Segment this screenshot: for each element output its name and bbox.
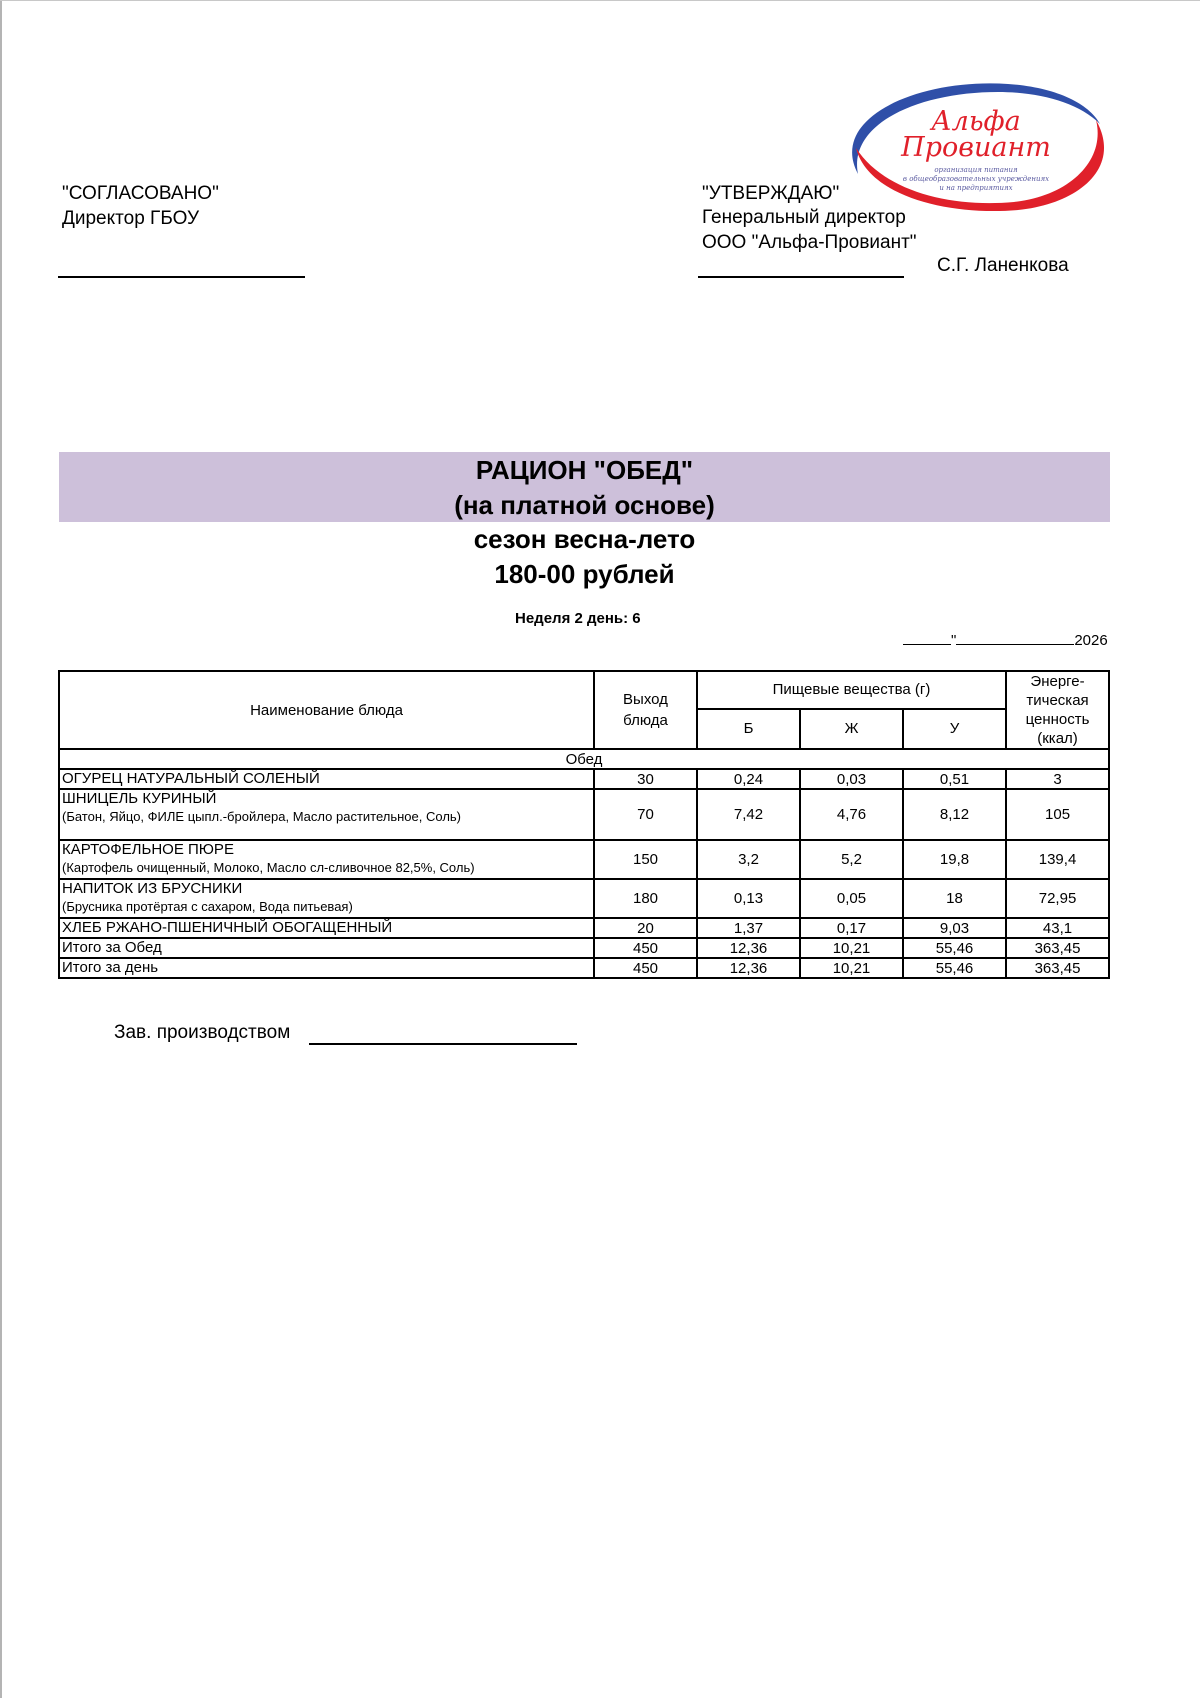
approval-right-title: "УТВЕРЖДАЮ" <box>702 183 840 204</box>
dish-title: ХЛЕБ РЖАНО-ПШЕНИЧНЫЙ ОБОГАЩЕННЫЙ <box>62 919 393 936</box>
dish-energy: 43,1 <box>1006 918 1109 938</box>
dish-name <box>59 789 594 840</box>
header-fat: Ж <box>800 709 903 749</box>
dish-title: КАРТОФЕЛЬНОЕ ПЮРЕ <box>62 841 234 858</box>
header-output-line1: Выход <box>623 691 668 708</box>
total-fat: 10,21 <box>800 958 903 978</box>
total-label: Итого за день <box>59 958 594 978</box>
section-label: Обед <box>59 749 1109 769</box>
logo-tagline-1: организация питания <box>934 166 1018 174</box>
approval-right-signatory: С.Г. Ланенкова <box>937 255 1069 276</box>
approval-right-position: Генеральный директор <box>702 207 906 228</box>
dish-protein: 0,24 <box>697 769 800 789</box>
dish-protein: 0,13 <box>697 879 800 918</box>
dish-energy: 72,95 <box>1006 879 1109 918</box>
total-carbs: 55,46 <box>903 938 1006 958</box>
dish-energy: 3 <box>1006 769 1109 789</box>
season: сезон весна-лето <box>473 524 696 554</box>
header-nutrients: Пищевые вещества (г) <box>697 671 1006 709</box>
date-field <box>903 630 1108 649</box>
dish-carbs: 8,12 <box>903 789 1006 840</box>
approval-left-signature-line <box>58 276 305 278</box>
total-row <box>59 938 1109 958</box>
total-output: 450 <box>594 958 697 978</box>
dish-carbs: 19,8 <box>903 840 1006 879</box>
price: 180-00 рублей <box>494 559 675 589</box>
total-energy: 363,45 <box>1006 938 1109 958</box>
approval-right-company: ООО "Альфа-Провиант" <box>702 232 917 253</box>
total-energy: 363,45 <box>1006 958 1109 978</box>
date-year: 2026 <box>1074 632 1108 649</box>
header-energy-line1: Энерге- <box>1030 673 1085 690</box>
approval-right-signature-line <box>698 276 904 278</box>
dish-fat: 0,05 <box>800 879 903 918</box>
week-day: Неделя 2 день: 6 <box>515 610 641 627</box>
logo-name-line1: Альфа <box>931 106 1021 137</box>
total-label: Итого за Обед <box>59 938 594 958</box>
date-day-blank <box>903 630 951 645</box>
dish-output: 180 <box>594 879 697 918</box>
table-row <box>59 789 1109 840</box>
dish-protein: 1,37 <box>697 918 800 938</box>
page-border <box>0 0 2 1698</box>
dish-energy: 139,4 <box>1006 840 1109 879</box>
dish-title: ОГУРЕЦ НАТУРАЛЬНЫЙ СОЛЕНЫЙ <box>62 770 320 787</box>
header-carbs: У <box>903 709 1006 749</box>
approval-left-position: Директор ГБОУ <box>62 208 200 229</box>
header-output-line2: блюда <box>623 712 668 729</box>
page-title: РАЦИОН "ОБЕД" <box>475 455 694 485</box>
logo-tagline-3: и на предприятиях <box>939 184 1013 192</box>
production-manager-signature-line <box>309 1043 577 1045</box>
header-energy-line4: (ккал) <box>1037 730 1078 747</box>
total-row <box>59 958 1109 978</box>
total-carbs: 55,46 <box>903 958 1006 978</box>
table-row <box>59 918 1109 938</box>
production-manager <box>114 1022 290 1044</box>
dish-fat: 0,17 <box>800 918 903 938</box>
menu-table <box>58 670 1110 979</box>
date-quote: " <box>951 632 957 649</box>
dish-title: ШНИЦЕЛЬ КУРИНЫЙ <box>62 790 217 807</box>
dish-output: 150 <box>594 840 697 879</box>
total-protein: 12,36 <box>697 958 800 978</box>
dish-carbs: 0,51 <box>903 769 1006 789</box>
dish-protein: 7,42 <box>697 789 800 840</box>
table-row <box>59 769 1109 789</box>
dish-ingredients: (Брусника протёртая с сахаром, Вода питьевая) <box>62 899 353 914</box>
table-row <box>59 840 1109 879</box>
dish-title: НАПИТОК ИЗ БРУСНИКИ <box>62 880 243 897</box>
header-energy-line2: тическая <box>1026 692 1089 709</box>
table-row <box>59 879 1109 918</box>
dish-fat: 4,76 <box>800 789 903 840</box>
dish-carbs: 18 <box>903 879 1006 918</box>
dish-fat: 5,2 <box>800 840 903 879</box>
dish-carbs: 9,03 <box>903 918 1006 938</box>
total-output: 450 <box>594 938 697 958</box>
approval-left-title: "СОГЛАСОВАНО" <box>62 183 219 204</box>
production-manager-label: Зав. производством <box>114 1022 291 1043</box>
dish-name <box>59 840 594 879</box>
dish-fat: 0,03 <box>800 769 903 789</box>
dish-output: 70 <box>594 789 697 840</box>
dish-ingredients: (Батон, Яйцо, ФИЛЕ цыпл.-бройлера, Масло растительное, Соль) <box>62 809 462 824</box>
dish-output: 30 <box>594 769 697 789</box>
header-energy-line3: ценность <box>1025 711 1090 728</box>
header-dish-name: Наименование блюда <box>59 671 594 749</box>
dish-name <box>59 769 594 789</box>
dish-name <box>59 879 594 918</box>
date-month-blank <box>956 630 1074 645</box>
dish-output: 20 <box>594 918 697 938</box>
dish-protein: 3,2 <box>697 840 800 879</box>
total-fat: 10,21 <box>800 938 903 958</box>
dish-energy: 105 <box>1006 789 1109 840</box>
page-subtitle: (на платной основе) <box>454 490 715 520</box>
dish-ingredients: (Картофель очищенный, Молоко, Масло сл-сливочное 82,5%, Соль) <box>62 860 475 875</box>
logo-name-line2: Провиант <box>901 132 1051 163</box>
header-energy <box>1006 671 1109 749</box>
page-border-top <box>0 0 1200 1</box>
logo-tagline-2: в общеобразовательных учреждениях <box>902 175 1050 183</box>
total-protein: 12,36 <box>697 938 800 958</box>
header-output <box>594 671 697 749</box>
header-protein: Б <box>697 709 800 749</box>
dish-name <box>59 918 594 938</box>
company-logo <box>838 78 1114 218</box>
